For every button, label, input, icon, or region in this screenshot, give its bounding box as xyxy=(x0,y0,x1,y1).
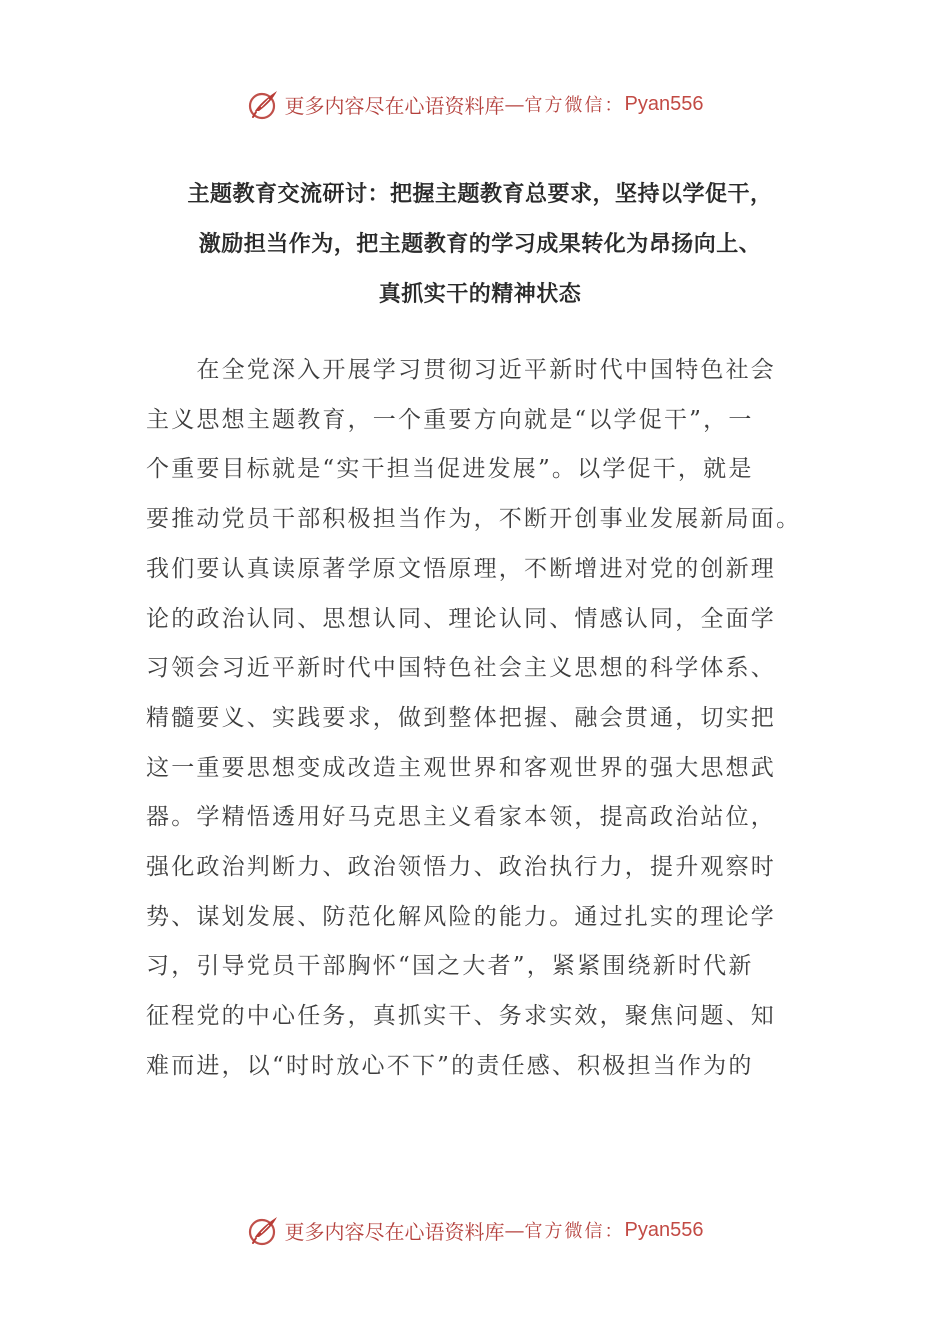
quill-pen-logo-icon xyxy=(247,1213,281,1247)
body-line: 习，引导党员干部胸怀“国之大者”，紧紧围绕新时代新 xyxy=(146,953,754,980)
body-line: 在全党深入开展学习贯彻习近平新时代中国特色社会 xyxy=(146,357,776,383)
body-line: 器。学精悟透用好马克思主义看家本领，提高政治站位， xyxy=(146,804,776,831)
header-watermark xyxy=(0,84,950,124)
document-title xyxy=(150,170,810,320)
title-line-1: 主题教育交流研讨：把握主题教育总要求，坚持以学促干， xyxy=(187,182,773,207)
body-line: 征程党的中心任务，真抓实干、务求实效，聚焦问题、知 xyxy=(146,1003,776,1030)
body-line: 论的政治认同、思想认同、理论认同、情感认同，全面学 xyxy=(146,605,776,632)
title-line-3: 真抓实干的精神状态 xyxy=(378,282,582,307)
watermark-wechat-label: 官方微信： xyxy=(524,1221,625,1242)
body-line: 这一重要思想变成改造主观世界和客观世界的强大思想武 xyxy=(146,754,776,781)
watermark-wechat-id: Pyan556 xyxy=(624,92,704,115)
quill-pen-logo-icon xyxy=(247,87,281,121)
watermark-brand-text: 更多内容尽在心语资料库 xyxy=(284,1219,505,1244)
body-line: 个重要目标就是“实干担当促进发展”。以学促干，就是 xyxy=(146,456,754,483)
body-line: 要推动党员干部积极担当作为，不断开创事业发展新局面。 xyxy=(146,506,802,533)
watermark-separator: — xyxy=(504,1218,525,1242)
watermark-wechat-label: 官方微信： xyxy=(524,95,625,116)
title-line-2: 激励担当作为，把主题教育的学习成果转化为昂扬向上、 xyxy=(198,232,762,257)
body-line: 精髓要义、实践要求，做到整体把握、融会贯通，切实把 xyxy=(146,704,776,731)
body-line: 难而进，以“时时放心不下”的责任感、积极担当作为的 xyxy=(146,1052,754,1079)
body-line: 我们要认真读原著学原文悟原理，不断增进对党的创新理 xyxy=(146,555,776,582)
body-line: 主义思想主题教育，一个重要方向就是“以学促干”，一 xyxy=(146,406,754,433)
body-line: 强化政治判断力、政治领悟力、政治执行力，提升观察时 xyxy=(146,854,776,881)
document-body-paragraph xyxy=(146,346,806,1092)
watermark-separator: — xyxy=(504,92,525,116)
body-line: 习领会习近平新时代中国特色社会主义思想的科学体系、 xyxy=(146,655,776,682)
footer-watermark xyxy=(0,1210,950,1250)
body-line: 势、谋划发展、防范化解风险的能力。通过扎实的理论学 xyxy=(146,903,776,930)
watermark-wechat-id: Pyan556 xyxy=(624,1218,704,1241)
watermark-brand-text: 更多内容尽在心语资料库 xyxy=(284,93,505,118)
